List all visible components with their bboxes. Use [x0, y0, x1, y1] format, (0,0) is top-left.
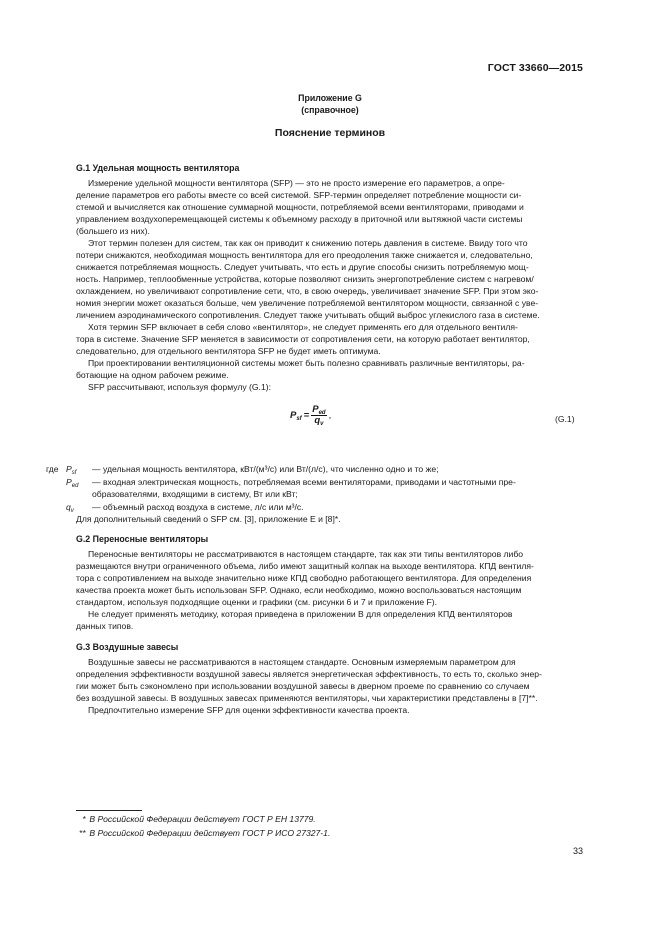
paragraph: SFP рассчитывают, используя формулу (G.1): [88, 382, 271, 392]
formula-number: (G.1) [555, 414, 575, 424]
page-number: 33 [572, 846, 583, 856]
formula-lhs: $P_{sf}$ [290, 410, 302, 422]
text-line: (большего из них). [76, 226, 150, 236]
text-line: ботающие на одном рабочем режиме. [76, 370, 229, 380]
text-line: потери снижаются, необходимая мощность вентилятора для его преодоления также снижается и, следовательно, [76, 250, 533, 260]
footnote: * В Российской Федерации действует ГОСТ Р ЕН 13779. [82, 814, 316, 824]
paragraph [76, 321, 584, 357]
text-line: стемой и вычисляется как отношение суммарной мощности, потребляемой всеми вентиляторами, приводами и [76, 202, 524, 212]
text-line: Переносные вентиляторы не рассматриваются в настоящем стандарте, так как эти типы вентиляторов либо [88, 549, 524, 559]
paragraph [76, 608, 584, 632]
where-row [46, 501, 586, 514]
text-line: При проектировании вентиляционной системы может быть полезно сравнивать различные вентиляторы, ра- [88, 358, 525, 368]
text-line: Не следует применять методику, которая приведена в приложении В для определения КПД вентиляторов [88, 609, 513, 619]
where-row [46, 463, 586, 476]
where-intro: где [46, 464, 59, 474]
section-heading-g1: G.1 Удельная мощность вентилятора [76, 163, 240, 173]
text-line: Измерение удельной мощности вентилятора (SFP) — это не просто измерение его параметров, а опре- [88, 178, 505, 188]
annex-title: Приложение G [298, 93, 362, 103]
formula-tail: , [328, 410, 332, 421]
where-symbol: $P_{ed}$ [66, 476, 79, 489]
where-clause [46, 463, 586, 526]
text-line: Воздушные завесы не рассматриваются в настоящем стандарте. Основным измеряемым параметром для [88, 657, 516, 667]
where-extra: Для дополнительный сведений о SFP см. [3], приложение Е и [8]*. [76, 514, 341, 524]
where-symbol: $q_v$ [66, 501, 74, 514]
section-heading-g2: G.2 Переносные вентиляторы [76, 534, 209, 544]
where-text: — удельная мощность вентилятора, кВт/(м³/с) или Вт/(л/с), что численно одно и то же; [92, 464, 439, 474]
formula-numerator: $P_{ed}$ [312, 404, 326, 416]
text-line: Хотя термин SFP включает в себя слово «вентилятор», не следует применять его для отдельного вентиля- [88, 322, 518, 332]
formula-equals: = [303, 410, 310, 421]
text-line: гии может быть сэкономлено при использовании воздушной завесы в дверном проеме по сравнению со случаем [76, 681, 530, 691]
text-line: ность. Например, теплообменные устройства, которые позволяют снизить энергопотребление систем с нагревом/ [76, 274, 534, 284]
text-line: номия энергии может оказаться больше, чем увеличение потребляемой вентилятором мощности, связанной с уве- [76, 298, 539, 308]
formula-g1 [290, 405, 331, 426]
annex-note: (справочное) [301, 105, 359, 115]
paragraph [76, 357, 584, 381]
paragraph: Предпочтительно измерение SFP для оценки эффективности качества проекта. [88, 705, 410, 715]
text-line: данных типов. [76, 621, 134, 631]
annex-header [76, 92, 584, 116]
footnote-rule [76, 810, 142, 811]
text-line: тора в системе. Значение SFP меняется в зависимости от сопротивления сети, на которую работает вентилятор, [76, 334, 530, 344]
paragraph [76, 548, 584, 608]
text-line: без воздушной завесы. В воздушных завесах применяются вентиляторы, чьи характеристики представлены в [7]**. [76, 693, 538, 703]
standard-number: ГОСТ 33660—2015 [487, 62, 583, 74]
text-line: следовательно, для отдельного вентилятора SFP не будет иметь оптимума. [76, 346, 381, 356]
text-line: качества проекта может быть использован SFP. Однако, если необходимо, можно воспользоваться настоящим [76, 585, 522, 595]
where-text: — входная электрическая мощность, потребляемая всеми вентиляторами, приводами и частотными пре- [92, 476, 516, 487]
text-line: Этот термин полезен для систем, так как он приводит к снижению потерь давления в системе. Ввиду того что [88, 238, 528, 248]
section-heading-g3: G.3 Воздушные завесы [76, 642, 179, 652]
text-line: охлаждением, но увеличивают сопротивление сети, что, в свою очередь, увеличивает значение SFP. При этом эко- [76, 286, 539, 296]
formula-denominator: $q_v$ [314, 415, 324, 427]
text-line: деление параметров его работы вместе со всей системой. SFP-термин определяет потребление мощности си- [76, 190, 522, 200]
footnote: ** В Российской Федерации действует ГОСТ Р ИСО 27327-1. [79, 828, 331, 838]
section-g3-body [76, 656, 584, 716]
where-row [46, 488, 586, 501]
where-text: образователями, входящими в систему, Вт или кВт; [92, 489, 298, 499]
paragraph [76, 656, 584, 704]
paragraph [76, 237, 584, 321]
section-g1-body [76, 177, 584, 393]
text-line: снижается потребляемая мощность. Следует учитывать, что есть и другие способы снизить потребляемую мощ- [76, 262, 529, 272]
text-line: управлением воздухоперемещающей системы к объемному расходу в приточной или вытяжной части системы [76, 214, 523, 224]
where-row [46, 476, 586, 489]
page-title: Пояснение терминов [274, 127, 386, 139]
where-symbol: $P_{sf}$ [66, 464, 77, 476]
section-g2-body [76, 548, 584, 632]
where-text: — объемный расход воздуха в системе, л/с или м³/с. [92, 501, 304, 512]
text-line: размещаются внутри ограниченного объема, либо имеют защитный колпак на выходе вентилятора. КПД вентиля- [76, 561, 534, 571]
text-line: стандартом, используя подходящие оценки и графики (см. рисунки 6 и 7 и приложение F). [76, 597, 437, 607]
formula-fraction [311, 405, 326, 426]
text-line: определения эффективности воздушной завесы является энергетическая эффективность, то есть то, сколько энер- [76, 669, 542, 679]
paragraph [76, 177, 584, 237]
text-line: личением аэродинамического сопротивления. Следует также учитывать общий выброс углекислого газа в системе. [76, 310, 540, 320]
text-line: тора с сопротивлением на выходе значительно ниже КПД свободно работающего вентилятора. Для определения [76, 573, 532, 583]
